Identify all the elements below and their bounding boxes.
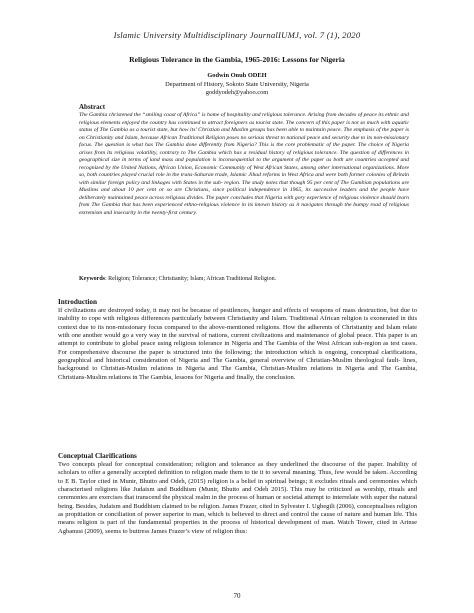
conceptual-heading: Conceptual Clarifications (58, 452, 137, 460)
keywords-line (79, 276, 409, 282)
keywords-label: Keywords (79, 276, 105, 282)
abstract-text: The Gambia christened the “smiling coast of Africa” is home of hospitality and religious tolerance. Arising from decades of peace its ethnic and religious elements enjoyed the country has continued to attract foreigners as tourist state. The concern of this paper is not so much with aquatic status of The Gambia as a tourist state, but how its’ Christian and Muslim groups has been able to maintain peace. The emphasis of the paper is on Christianity and Islam, because African Traditional Religion poses no serious threat to national peace and security due to its non-missionary focus. The question is what has The Gambia done differently from Nigeria? This is the core problematic of the paper. The choice of Nigeria arises from its religious volatility, contrary to The Gambia which has a residual history of religious tolerance. The question of differences in geographical size in terms of land mass and population is inconsequential to the argument of the paper as both are countries accepted and recognized by the United Nations, African Union, Economic Community of West African States, among other international organizations. More so, both countries played crucial role in the trans-Saharan trade, Islamic Jihad reforms in West Africa and were both former colonies of Britain with similar foreign policy and linkages with States in the sub- region. The study notes that though 95 per cent of The Gambian populations are Muslims and about 10 per cent or so are Christians, since political independence in 1965, its successive leaders and the people have deliberately maintained peace across religious divides. The paper concludes that Nigeria with gory experience of religious violence should learn from The Gambia that has been experienced ethno-religious violence in its known history as it navigates through the bumpy road of religious extremism and insecurity in the twenty-first century. (79, 112, 409, 216)
keywords-text: : Religion; Tolerance; Christianity; Islam; African Traditional Religion. (105, 276, 277, 282)
author-name: Godwin Onuh ODEH (207, 72, 267, 79)
author-affiliation: Department of History, Sokoto State University, Nigeria (165, 80, 309, 88)
journal-header: Islamic University Multidisciplinary JournalIUMJ, vol. 7 (1), 2020 (113, 30, 361, 40)
author-block (0, 72, 474, 98)
introduction-heading: Introduction (58, 298, 98, 306)
author-email: goddyodeh@yahoo.com (205, 89, 269, 97)
conceptual-text: Two concepts plead for conceptual consideration; religion and tolerance as they underlined the discourse of the paper. Inability of scholars to offer a generally accepted definition to religion made them to tie it to several meaning. Thus, few would be taken. According to E B. Taylor cited in Munir, Bhutto and Odeh, (2015) religion is a belief in spiritual beings; it excludes rituals and ceremonies which characterised religions like Judaism and Buddhism (Munir, Bhutto and Odeh 2015). This may be criticized as worship, rituals and ceremonies are exercises that transcend the physical realm in the process of human or societal attempt to interrelate with super the natural being. Besides, Judaism and Buddhism claimed to be religion. James Frazer, cited in Sylvester I. Ugbegili (2006), conceptualises religion as propitiation or conciliation of power superior to man, which is believed to direct and control the cause of nature and human life. This means religion is part of the fundamental properties in the process of historical development of man. Watch Tower, cited in Arinse Agbanusi (2009), seems to buttress James Frazer’s view of religion thus: (58, 461, 417, 535)
page-number: 70 (233, 592, 241, 600)
abstract-heading: Abstract (79, 103, 106, 111)
introduction-text: If civilizations are destroyed today, it may not be because of pestilences, hunger and effects of weapons of mass destruction, but due to inability to cope with religious differences particularly between Christianity and Islam. Traditional African religion is exonerated in this context due to its non-missionary focus compared to the above-mentioned religions. How the adherents of Christianity and Islam relate with one another would go a very way in the survival of nations, current civilizations and maintenance of global peace. This paper is an attempt to contribute to global peace using religious tolerance in Nigeria and The Gambia of the West African sub-region as test cases. For comprehensive discourse the paper is structured into the following; the introduction which is ongoing, conceptual clarifications, geographical and historical consideration of Nigeria and The Gambia, general overview of Christian-Muslim theological fault- lines, background to Christian-Muslim relations in Nigeria and The Gambia, Christian-Muslim relations in Nigeria and The Gambia, Christians-Muslim relations in The Gambia, lessons for Nigeria and finally, the conclusion. (58, 307, 417, 381)
paper-title: Religious Tolerance in the Gambia, 1965-2016: Lessons for Nigeria (129, 55, 345, 64)
